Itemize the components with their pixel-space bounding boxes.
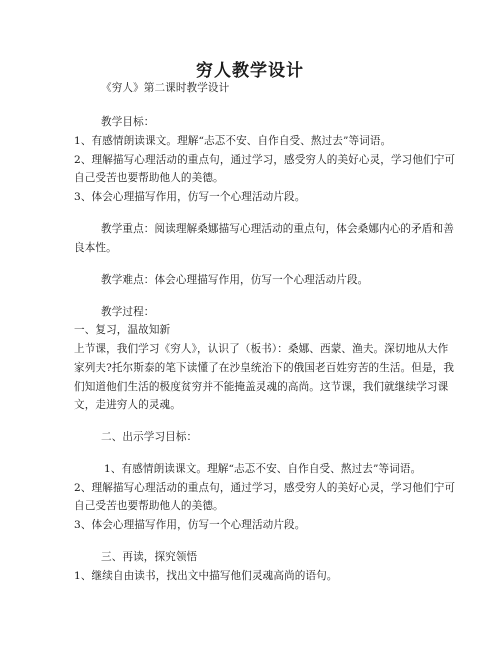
section2-goal-line: 自己受苦也要帮助他人的美德。: [74, 500, 224, 512]
document-title: 穷人教学设计: [196, 61, 304, 81]
section2-goal-line: 1、有感情朗读课文。理解“忐忑不安、自作自受、熬过去”等词语。: [104, 463, 422, 475]
goals-heading: 教学目标：: [101, 116, 155, 128]
goal-line: 2、理解描写心理活动的重点句，通过学习，感受穷人的美好心灵，学习他们宁可: [74, 154, 456, 166]
section2-heading: 二、出示学习目标：: [101, 431, 198, 443]
section1-text-line: 文，走进穷人的灵魂。: [74, 399, 181, 411]
section1-text-line: 上节课，我们学习《穷人》，认识了（板书）：桑娜、西蒙、渔夫。深切地从大作: [74, 343, 449, 355]
difficulty-line: 教学难点：体会心理描写作用，仿写一个心理活动片段。: [101, 274, 369, 286]
goal-line: 1、有感情朗读课文。理解“忐忑不安、自作自受、熬过去”等词语。: [74, 135, 392, 147]
section1-heading: 一、复习，温故知新: [74, 324, 171, 336]
goal-line: 自己受苦也要帮助他人的美德。: [74, 172, 224, 184]
section2-goal-line: 3、体会心理描写作用，仿写一个心理活动片段。: [74, 519, 306, 531]
section1-text-line: 家列夫?托尔斯泰的笔下读懂了在沙皇统治下的俄国老百姓穷苦的生活。但是，我: [74, 362, 455, 374]
document-subtitle: 《穷人》第二课时教学设计: [101, 82, 230, 94]
key-points-line: 良本性。: [74, 242, 117, 254]
section3-heading: 三、再读，探究领悟: [101, 551, 198, 563]
process-heading: 教学过程：: [101, 306, 155, 318]
section2-goal-line: 2、理解描写心理活动的重点句，通过学习，感受穷人的美好心灵，学习他们宁可: [74, 482, 456, 494]
goal-line: 3、体会心理描写作用，仿写一个心理活动片段。: [74, 191, 306, 203]
section3-text-line: 1、继续自由读书，找出文中描写他们灵魂高尚的语句。: [74, 570, 338, 582]
key-points-line: 教学重点：阅读理解桑娜描写心理活动的重点句，体会桑娜内心的矛盾和善: [101, 223, 454, 235]
section1-text-line: 们知道他们生活的极度贫穷并不能掩盖灵魂的高尚。这节课，我们就继续学习课: [74, 381, 449, 393]
